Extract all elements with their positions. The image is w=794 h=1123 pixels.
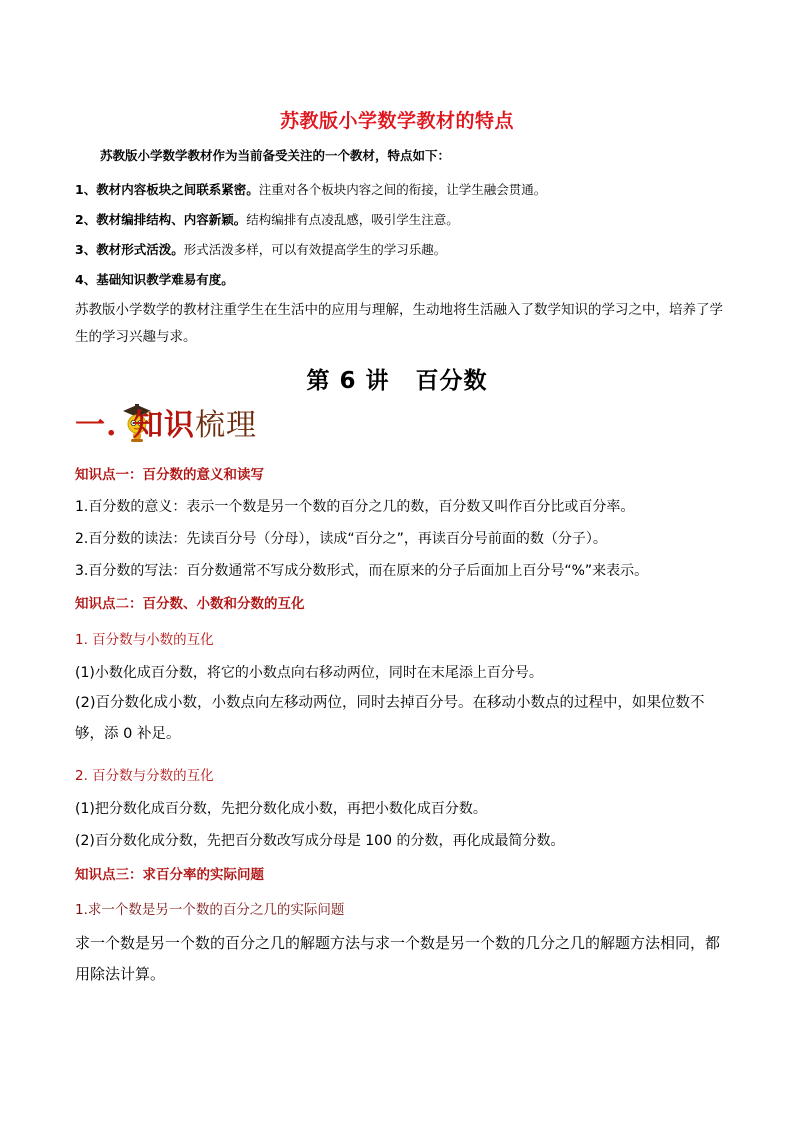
kp2-line: (1)小数化成百分数，将它的小数点向右移动两位，同时在末尾添上百分号。	[75, 665, 543, 681]
feature-item: 1、教材内容板块之间联系紧密。注重对各个板块内容之间的衔接，让学生融会贯通。	[75, 182, 547, 197]
summary-paragraph: 苏教版小学数学的教材注重学生在生活中的应用与理解，生动地将生活融入了数学知识的学习之中，培养了学生的学习兴趣与求。	[75, 302, 723, 345]
feature-item: 3、教材形式活泼。形式活泼多样，可以有效提高学生的学习乐趣。	[75, 242, 447, 257]
kp3-subheading: 1.求一个数是另一个数的百分之几的实际问题	[75, 902, 345, 918]
lecture-heading	[0, 362, 794, 395]
feature-item: 2、教材编排结构、内容新颖。结构编排有点凌乱感，吸引学生注意。	[75, 212, 459, 227]
kp1-line: 3.百分数的写法：百分数通常不写成分数形式，而在原来的分子后面加上百分号“%”来表示。	[75, 563, 649, 579]
document-title: 苏教版小学数学教材的特点	[279, 110, 514, 132]
kp2-subheading: 2. 百分数与分数的互化	[75, 768, 214, 784]
feature-item: 4、基础知识教学难易有度。	[75, 272, 234, 287]
section-banner	[75, 400, 295, 448]
kp2-line: (1)把分数化成百分数，先把分数化成小数，再把小数化成百分数。	[75, 801, 487, 817]
kp1-line: 2.百分数的读法：先读百分号（分母），读成“百分之”，再读百分号前面的数（分子）。	[75, 531, 607, 547]
knowledge-point-3-title: 知识点三：求百分率的实际问题	[75, 867, 264, 883]
intro-text: 苏教版小学数学教材作为当前备受关注的一个教材，特点如下：	[100, 148, 451, 163]
lecture-name: 百分数	[415, 368, 488, 394]
kp1-line: 1.百分数的意义：表示一个数是另一个数的百分之几的数，百分数又叫作百分比或百分率。	[75, 499, 635, 515]
banner-index: 一.	[75, 408, 118, 443]
banner-text-knowledge: 知识	[133, 408, 195, 443]
kp2-line: (2)百分数化成小数，小数点向左移动两位，同时去掉百分号。在移动小数点的过程中，如果位数不够，添 0 补足。	[75, 695, 705, 742]
kp2-subheading: 1. 百分数与小数的互化	[75, 632, 214, 648]
knowledge-point-1-title: 知识点一：百分数的意义和读写	[75, 467, 264, 483]
banner-text-review: 梳理	[195, 408, 257, 443]
lecture-number: 第 6 讲	[306, 368, 390, 394]
knowledge-point-2-title: 知识点二：百分数、小数和分数的互化	[75, 596, 305, 612]
kp2-line: (2)百分数化成分数，先把百分数改写成分母是 100 的分数，再化成最简分数。	[75, 833, 565, 849]
kp3-body: 求一个数是另一个数的百分之几的解题方法与求一个数是另一个数的几分之几的解题方法相同，都用除法计算。	[75, 934, 721, 983]
